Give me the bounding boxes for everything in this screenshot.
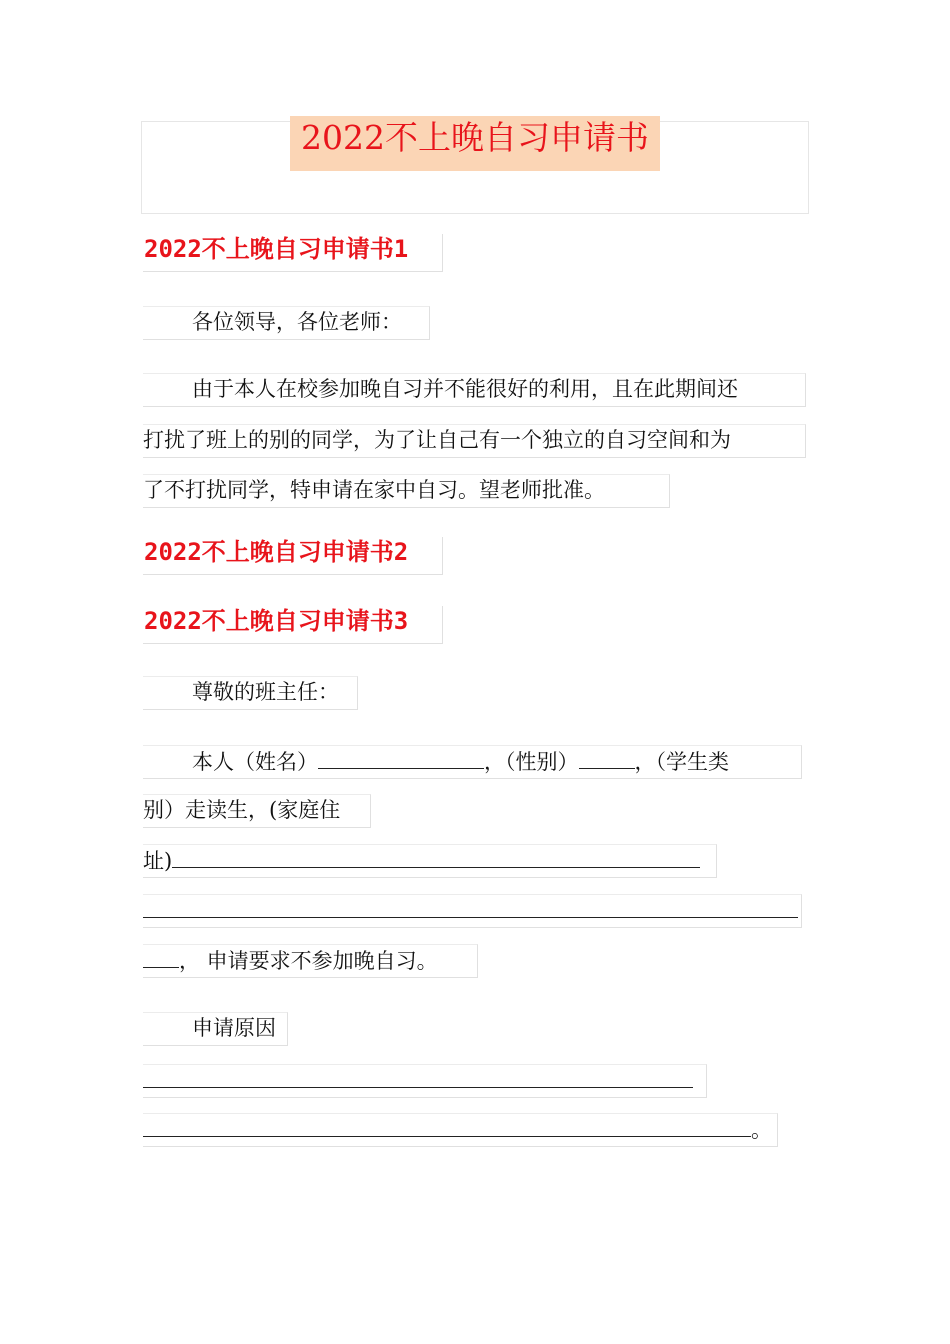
address-blank-3[interactable]: [143, 945, 179, 968]
section-heading-3: 2022不上晚自习申请书3: [143, 606, 443, 644]
reason-blank-2[interactable]: [143, 1114, 751, 1137]
form-line-4: [143, 894, 802, 928]
paragraph-line-1: 由于本人在校参加晚自习并不能很好的利用，且在此期间还: [143, 373, 806, 407]
name-blank[interactable]: [318, 746, 484, 769]
gender-label: ，（性别）: [484, 750, 579, 774]
name-label: 本人（姓名）: [192, 750, 318, 774]
reason-line-2: [143, 1113, 778, 1147]
address-blank-1[interactable]: [172, 845, 700, 868]
greeting-line-3: 尊敬的班主任：: [143, 676, 358, 710]
address-blank-2[interactable]: [143, 895, 798, 918]
end-mark: 。: [751, 1118, 772, 1142]
document-title: 2022不上晚自习申请书: [290, 116, 660, 171]
paragraph-line-3: 了不打扰同学，特申请在家中自习。望老师批准。: [143, 474, 670, 508]
reason-line-1: [143, 1064, 707, 1098]
reason-label: 申请原因: [143, 1012, 288, 1046]
paragraph-line-2: 打扰了班上的别的同学，为了让自己有一个独立的自习空间和为: [143, 424, 806, 458]
form-line-2: 别）走读生，(家庭住: [143, 794, 371, 828]
section-heading-1: 2022不上晚自习申请书1: [143, 234, 443, 272]
form-line-1: [143, 745, 802, 779]
form-line-5: [143, 944, 478, 978]
request-text: ， 申请要求不参加晚自习。: [179, 949, 438, 973]
student-type-label: ，（学生类: [634, 750, 729, 774]
section-heading-2: 2022不上晚自习申请书2: [143, 537, 443, 575]
address-label: 址): [143, 849, 173, 873]
greeting-line: 各位领导，各位老师：: [143, 306, 430, 340]
reason-blank-1[interactable]: [143, 1065, 693, 1088]
form-line-3: [143, 844, 717, 878]
gender-blank[interactable]: [579, 746, 635, 769]
